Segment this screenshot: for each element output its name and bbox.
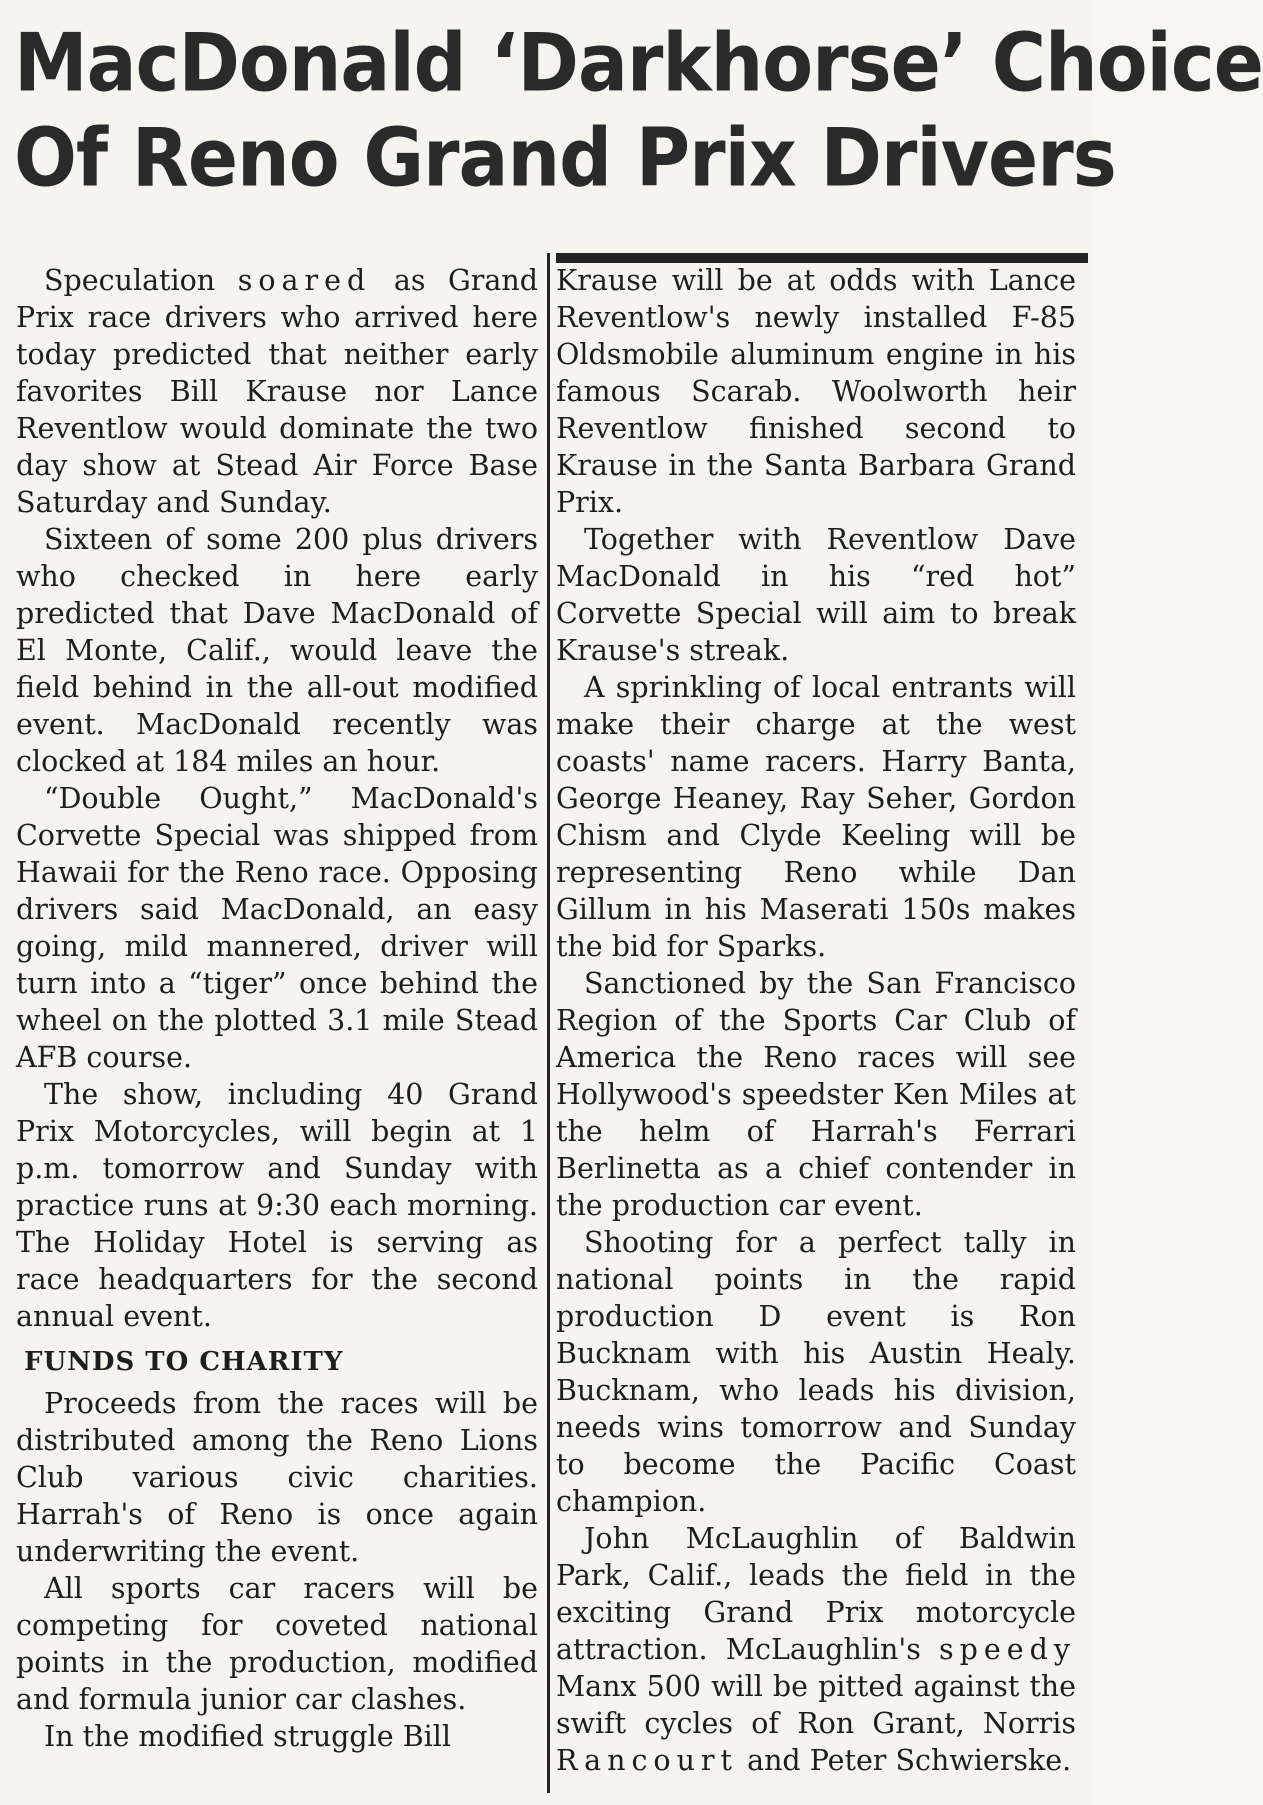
paragraph: Proceeds from the races will be distributed among the Reno Lions Club various civic charities. Harrah's of Reno is once again underwriting the event. (16, 1387, 538, 1568)
text-run: John McLaughlin of Baldwin Park, Calif., leads the field in the exciting Grand Prix motorcycle attraction. McLaughlin's (556, 1522, 1076, 1666)
paragraph (556, 1520, 1076, 1779)
text-run: soared (237, 264, 372, 297)
paragraph: Sixteen of some 200 plus drivers who checked in here early predicted that Dave MacDonald of El Monte, Calif., would leave the field behind in the all-out modified event. MacDonald recently was clocked at 184 miles an hour. (16, 523, 538, 778)
text-run: Speculation (44, 264, 238, 297)
text-run: Manx 500 will be pitted against the swift cycles of Ron Grant, Norris (556, 1670, 1076, 1740)
paragraph: Shooting for a perfect tally in national points in the rapid production D event is Ron Bucknam with his Austin Healy. Bucknam, who leads his division, needs wins tomorrow and Sunday to become the Pacific Coast champion. (556, 1226, 1076, 1518)
paragraph: “Double Ought,” MacDonald's Corvette Special was shipped from Hawaii for the Reno race. Opposing drivers said MacDonald, an easy going, mild mannered, driver will turn into a “tiger” once behind the wheel on the plotted 3.1 mile Stead AFB course. (16, 782, 538, 1074)
paragraph (16, 262, 538, 521)
text-run: Rancourt (556, 1744, 739, 1777)
paragraph: Sanctioned by the San Francisco Region of the Sports Car Club of America the Reno races will see Hollywood's speedster Ken Miles at the helm of Harrah's Ferrari Berlinetta as a chief contender in the production car event. (556, 967, 1076, 1222)
paragraph: Krause will be at odds with Lance Reventlow's newly installed F-85 Oldsmobile aluminum engine in his famous Scarab. Woolworth heir Reventlow finished second to Krause in the Santa Barbara Grand Prix. (556, 264, 1076, 519)
headline (14, 16, 1263, 206)
paragraph: In the modified struggle Bill (44, 1720, 452, 1753)
text-run: speedy (939, 1633, 1076, 1666)
column-divider (547, 253, 550, 1793)
paragraph: Together with Reventlow Dave MacDonald in his “red hot” Corvette Special will aim to break Krause's streak. (556, 523, 1076, 667)
text-run: and Peter Schwierske. (738, 1744, 1072, 1777)
headline-line-1: MacDonald ‘Darkhorse’ Choice (14, 17, 1263, 110)
paragraph: A sprinkling of local entrants will make their charge at the west coasts' name racers. Harry Banta, George Heaney, Ray Seher, Gordon Chism and Clyde Keeling will be representing Reno while Dan Gillum in his Maserati 150s makes the bid for Sparks. (556, 671, 1076, 963)
paragraph: The show, including 40 Grand Prix Motorcycles, will begin at 1 p.m. tomorrow and Sunday with practice runs at 9:30 each morning. The Holiday Hotel is serving as race headquarters for the second annual event. (16, 1078, 538, 1333)
right-column (556, 262, 1076, 1779)
text-run: as Grand Prix race drivers who arrived here today predicted that neither early favorites Bill Krause nor Lance Reventlow would dominate the two day show at Stead Air Force Base Saturday and Sunday. (16, 264, 539, 519)
headline-line-2: Of Reno Grand Prix Drivers (14, 112, 1116, 205)
paragraph: All sports car racers will be competing for coveted national points in the production, modified and formula junior car clashes. (16, 1572, 538, 1716)
left-column (16, 262, 538, 1755)
subheading: FUNDS TO CHARITY (24, 1347, 344, 1377)
